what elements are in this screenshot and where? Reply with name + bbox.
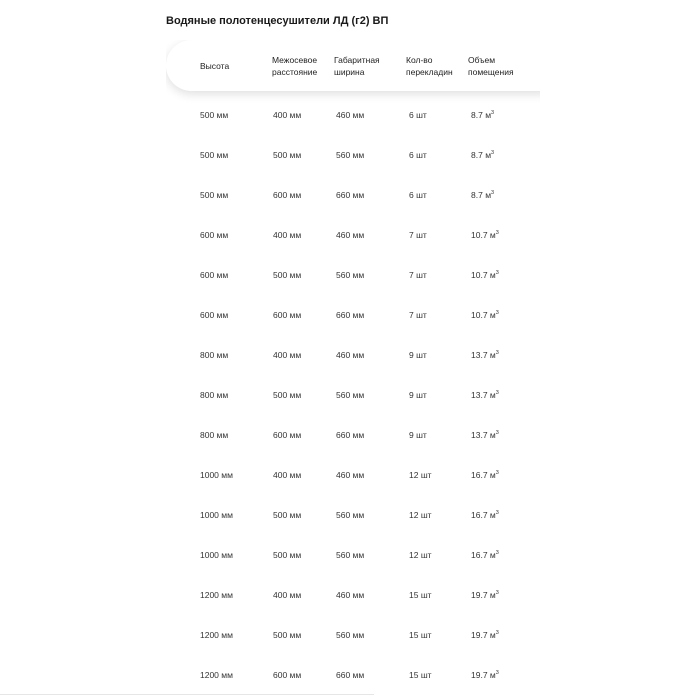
table-header <box>166 40 540 91</box>
cell-bars: 15 шт <box>409 670 432 680</box>
cell-volume-value: 13.7 <box>471 430 488 440</box>
cell-volume-value: 8.7 <box>471 150 483 160</box>
cell-width: 660 мм <box>336 190 365 200</box>
header-bars <box>406 54 453 78</box>
header-bars-line2: перекладин <box>406 67 453 77</box>
cell-volume <box>471 590 499 601</box>
cell-volume-unit-power: 3 <box>495 470 499 476</box>
cell-volume-unit: м <box>489 510 496 520</box>
header-width-line1: Габаритная <box>334 55 380 65</box>
cell-volume-unit: м <box>489 550 496 560</box>
cell-height: 600 мм <box>200 310 229 320</box>
cell-height: 1200 мм <box>200 590 233 600</box>
cell-volume-unit: м <box>489 350 496 360</box>
cell-volume-unit-power: 3 <box>495 550 499 556</box>
cell-volume-value: 19.7 <box>471 630 488 640</box>
cell-volume-value: 16.7 <box>471 470 488 480</box>
table-row <box>166 175 540 215</box>
cell-width: 560 мм <box>336 510 365 520</box>
cell-volume-unit-power: 3 <box>495 350 499 356</box>
table-row <box>166 255 540 295</box>
cell-width: 660 мм <box>336 310 365 320</box>
cell-volume <box>471 190 494 201</box>
cell-volume-value: 10.7 <box>471 230 488 240</box>
cell-volume-unit-power: 3 <box>495 230 499 236</box>
cell-height: 600 мм <box>200 230 229 240</box>
cell-bars: 7 шт <box>409 310 427 320</box>
cell-distance: 500 мм <box>273 150 302 160</box>
table-row <box>166 335 540 375</box>
cell-width: 560 мм <box>336 270 365 280</box>
cell-volume <box>471 230 499 241</box>
cell-distance: 500 мм <box>273 270 302 280</box>
cell-bars: 9 шт <box>409 430 427 440</box>
cell-bars: 6 шт <box>409 150 427 160</box>
cell-width: 460 мм <box>336 350 365 360</box>
cell-volume-unit-power: 3 <box>495 590 499 596</box>
table-row <box>166 215 540 255</box>
header-width-line2: ширина <box>334 67 365 77</box>
cell-bars: 6 шт <box>409 190 427 200</box>
table-row <box>166 415 540 455</box>
cell-width: 560 мм <box>336 150 365 160</box>
cell-distance: 600 мм <box>273 670 302 680</box>
cell-width: 460 мм <box>336 470 365 480</box>
cell-distance: 500 мм <box>273 510 302 520</box>
cell-volume-unit: м <box>489 390 496 400</box>
cell-volume-unit: м <box>485 110 492 120</box>
cell-bars: 9 шт <box>409 390 427 400</box>
cell-bars: 15 шт <box>409 590 432 600</box>
header-volume-line2: помещения <box>468 67 514 77</box>
cell-volume-unit-power: 3 <box>491 190 495 196</box>
cell-height: 800 мм <box>200 390 229 400</box>
cell-volume <box>471 470 499 481</box>
cell-volume-unit: м <box>485 150 492 160</box>
cell-volume-unit: м <box>485 190 492 200</box>
cell-volume-value: 16.7 <box>471 550 488 560</box>
cell-volume-unit-power: 3 <box>495 430 499 436</box>
cell-height: 500 мм <box>200 190 229 200</box>
cell-width: 460 мм <box>336 110 365 120</box>
cell-width: 560 мм <box>336 550 365 560</box>
cell-volume-unit: м <box>489 590 496 600</box>
cell-bars: 12 шт <box>409 550 432 560</box>
cell-volume-unit: м <box>489 470 496 480</box>
cell-volume-unit: м <box>489 270 496 280</box>
cell-bars: 6 шт <box>409 110 427 120</box>
cell-bars: 9 шт <box>409 350 427 360</box>
cell-height: 600 мм <box>200 270 229 280</box>
table-row <box>166 495 540 535</box>
cell-height: 1200 мм <box>200 630 233 640</box>
cell-volume-unit-power: 3 <box>495 270 499 276</box>
cell-height: 1000 мм <box>200 510 233 520</box>
table-row <box>166 455 540 495</box>
table-row <box>166 95 540 135</box>
cell-volume-unit: м <box>489 630 496 640</box>
cell-volume <box>471 350 499 361</box>
cell-distance: 500 мм <box>273 630 302 640</box>
cell-distance: 400 мм <box>273 350 302 360</box>
cell-volume-unit-power: 3 <box>491 110 495 116</box>
table-body <box>166 95 540 695</box>
cell-width: 460 мм <box>336 230 365 240</box>
cell-height: 1000 мм <box>200 550 233 560</box>
cell-volume-unit-power: 3 <box>495 670 499 676</box>
header-height-label: Высота <box>200 61 230 71</box>
cell-distance: 600 мм <box>273 310 302 320</box>
cell-volume-value: 13.7 <box>471 390 488 400</box>
cell-volume <box>471 630 499 641</box>
table-row <box>166 575 540 615</box>
cell-bars: 7 шт <box>409 230 427 240</box>
cell-distance: 400 мм <box>273 470 302 480</box>
cell-volume-value: 8.7 <box>471 190 483 200</box>
header-distance-line2: расстояние <box>272 67 318 77</box>
table-row <box>166 375 540 415</box>
page-title: Водяные полотенцесушители ЛД (г2) ВП <box>166 15 389 27</box>
cell-volume <box>471 390 499 401</box>
cell-width: 660 мм <box>336 670 365 680</box>
cell-volume-value: 16.7 <box>471 510 488 520</box>
cell-bars: 15 шт <box>409 630 432 640</box>
cell-volume-unit-power: 3 <box>495 630 499 636</box>
cell-volume <box>471 310 499 321</box>
cell-volume-value: 10.7 <box>471 270 488 280</box>
cell-volume <box>471 430 499 441</box>
cell-volume <box>471 510 499 521</box>
cell-height: 800 мм <box>200 350 229 360</box>
cell-volume-unit-power: 3 <box>491 150 495 156</box>
table-bottom-divider <box>0 694 374 695</box>
cell-volume-value: 10.7 <box>471 310 488 320</box>
cell-bars: 12 шт <box>409 510 432 520</box>
table-row <box>166 295 540 335</box>
cell-distance: 600 мм <box>273 430 302 440</box>
cell-volume-value: 19.7 <box>471 670 488 680</box>
cell-height: 500 мм <box>200 150 229 160</box>
header-volume-line1: Объем <box>468 55 496 65</box>
cell-volume <box>471 550 499 561</box>
cell-bars: 7 шт <box>409 270 427 280</box>
cell-width: 460 мм <box>336 590 365 600</box>
header-width <box>334 54 380 78</box>
cell-volume-unit: м <box>489 670 496 680</box>
cell-width: 660 мм <box>336 430 365 440</box>
cell-distance: 400 мм <box>273 110 302 120</box>
specs-table <box>166 40 540 700</box>
cell-distance: 500 мм <box>273 550 302 560</box>
cell-distance: 500 мм <box>273 390 302 400</box>
table-row <box>166 135 540 175</box>
cell-volume <box>471 150 494 161</box>
cell-width: 560 мм <box>336 390 365 400</box>
table-row <box>166 655 540 695</box>
cell-volume <box>471 670 499 681</box>
cell-volume-value: 13.7 <box>471 350 488 360</box>
cell-distance: 400 мм <box>273 590 302 600</box>
cell-volume-unit: м <box>489 230 496 240</box>
header-height <box>200 60 229 72</box>
cell-bars: 12 шт <box>409 470 432 480</box>
cell-volume-unit-power: 3 <box>495 310 499 316</box>
table-row <box>166 535 540 575</box>
header-distance <box>272 54 317 78</box>
cell-distance: 400 мм <box>273 230 302 240</box>
cell-height: 1200 мм <box>200 670 233 680</box>
header-bars-line1: Кол-во <box>406 55 433 65</box>
cell-volume-unit-power: 3 <box>495 510 499 516</box>
cell-volume-unit-power: 3 <box>495 390 499 396</box>
cell-volume <box>471 110 494 121</box>
cell-volume-unit: м <box>489 430 496 440</box>
cell-volume-value: 19.7 <box>471 590 488 600</box>
table-row <box>166 615 540 655</box>
header-volume <box>468 54 514 78</box>
cell-volume-value: 8.7 <box>471 110 483 120</box>
cell-height: 500 мм <box>200 110 229 120</box>
cell-distance: 600 мм <box>273 190 302 200</box>
cell-height: 800 мм <box>200 430 229 440</box>
cell-volume <box>471 270 499 281</box>
cell-volume-unit: м <box>489 310 496 320</box>
cell-height: 1000 мм <box>200 470 233 480</box>
cell-width: 560 мм <box>336 630 365 640</box>
header-distance-line1: Межосевое <box>272 55 318 65</box>
